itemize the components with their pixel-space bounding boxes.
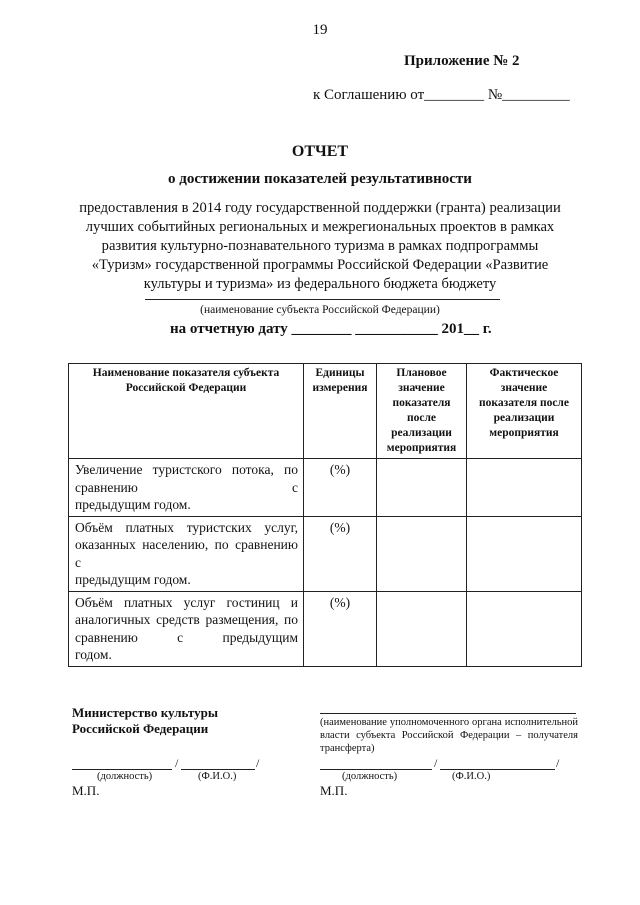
indicator-name-line: Объём платных [75,519,175,535]
header-actual-value: Фактическое значение показателя после реализации мероприятия [467,364,582,459]
right-signature-slash: / [434,756,438,770]
indicator-name-cell [69,516,304,591]
indicator-name-line: Объём платных услуг [75,594,216,610]
right-position-label: (должность) [342,771,398,782]
indicator-name-cell [69,459,304,517]
description-line: развития культурно-познавательного туризма в рамках подпрограммы [101,238,539,254]
page-number: 19 [312,22,328,38]
indicator-name-line: сравнению с предыдущим [75,629,298,645]
indicator-name-line: потока, по сравнению с [75,462,299,495]
indicator-name-line: гостиниц и аналогичных [75,594,298,627]
indicator-name-line: предыдущим годом. [75,572,191,587]
agreement-line: к Соглашению от________ №_________ [313,87,570,103]
description-line: «Туризм» государственной программы Российской Федерации «Развитие [91,257,549,273]
ministry-name-line: Российской Федерации [72,721,209,736]
report-title: ОТЧЕТ [291,143,349,160]
recipient-authority-caption: (наименование уполномоченного органа исполнительной власти субъекта Российской Федерации – получателя трансферта) [320,717,578,754]
right-stamp-mark: М.П. [320,783,348,798]
indicator-name-line: населению, по сравнению с [75,537,298,570]
ministry-name-line: Министерство культуры [72,705,218,720]
header-unit: Единицы измерения [304,364,377,459]
right-name-field[interactable] [440,769,555,770]
indicator-name-line: Увеличение туристского [75,462,222,477]
actual-value-cell[interactable] [467,516,582,591]
left-signature-slash: / [256,756,260,770]
report-date-line: на отчетную дату ________ ___________ 201__ г. [170,321,492,337]
header-indicator-name: Наименование показателя субъекта Российской Федерации [69,364,304,459]
header-planned-value: Плановое значение показателя после реализации мероприятия [377,364,467,459]
description-line: предоставления в 2014 году государственной поддержки (гранта) реализации [79,200,561,216]
actual-value-cell[interactable] [467,591,582,666]
report-subtitle: о достижении показателей результативности [168,171,472,187]
unit-cell: (%) [304,591,377,666]
indicator-name-cell [69,591,304,666]
right-name-label: (Ф.И.О.) [452,771,491,782]
description-line: культуры и туризма» из федерального бюджета бюджету [143,276,497,292]
planned-value-cell[interactable] [377,591,467,666]
ministry-name [72,705,218,737]
right-signature-slash: / [556,756,560,770]
unit-cell: (%) [304,516,377,591]
subject-caption: (наименование субъекта Российской Федерации) [200,304,440,316]
table-header-row [69,364,582,459]
planned-value-cell[interactable] [377,459,467,517]
left-position-field[interactable] [72,769,172,770]
table-row [69,459,582,517]
planned-value-cell[interactable] [377,516,467,591]
actual-value-cell[interactable] [467,459,582,517]
appendix-title: Приложение № 2 [404,53,520,69]
indicator-name-line: туристских услуг, оказанных [75,519,298,552]
left-position-label: (должность) [97,771,153,782]
left-name-label: (Ф.И.О.) [198,771,237,782]
left-signature-slash: / [175,756,179,770]
indicator-name-line: годом. [75,647,112,662]
unit-cell: (%) [304,459,377,517]
indicators-table [68,363,582,667]
table-row [69,516,582,591]
report-description [60,199,580,294]
indicator-name-line: средств размещения, по [156,612,298,627]
description-line: лучших событийных региональных и межрегиональных проектов в рамках [85,219,555,235]
indicator-name-line: предыдущим годом. [75,497,191,512]
recipient-authority-field[interactable] [320,713,576,714]
table-row [69,591,582,666]
subject-name-field[interactable] [145,299,500,300]
left-stamp-mark: М.П. [72,783,100,798]
right-position-field[interactable] [320,769,432,770]
left-name-field[interactable] [181,769,255,770]
